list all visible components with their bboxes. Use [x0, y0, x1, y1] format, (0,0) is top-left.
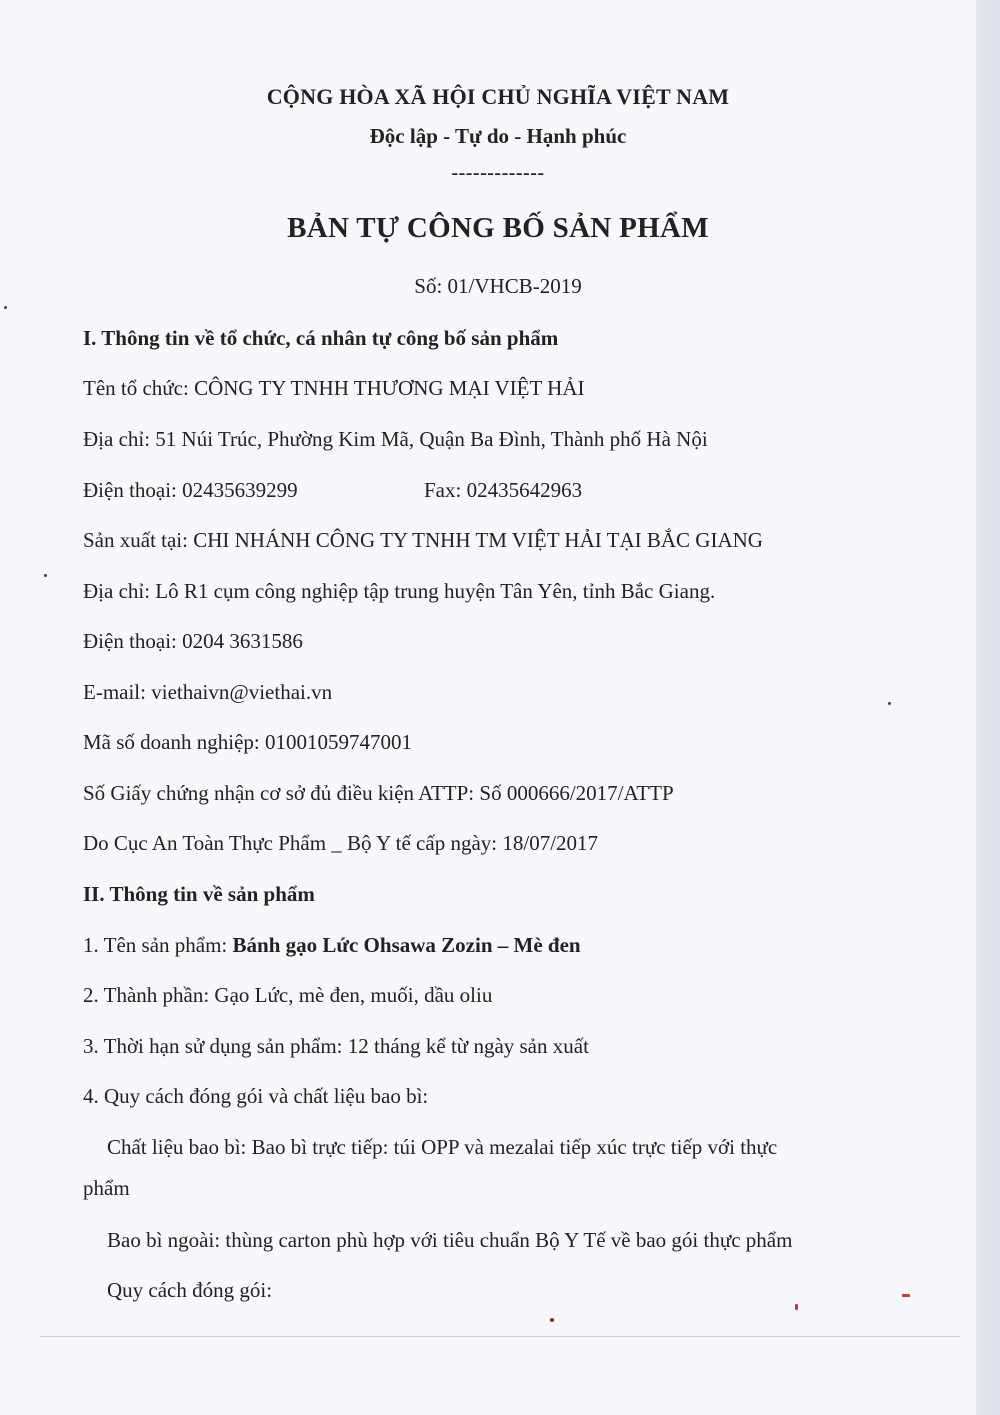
scan-edge [976, 0, 1000, 1415]
food-safety-certificate: Số Giấy chứng nhận cơ sở đủ điều kiện ATTP: Số 000666/2017/ATTP [83, 781, 674, 805]
scan-speck [550, 1318, 554, 1322]
outer-packaging: Bao bì ngoài: thùng carton phù hợp với tiêu chuẩn Bộ Y Tế về bao gói thực phẩm [107, 1228, 793, 1252]
org-fax: Fax: 02435642963 [424, 478, 583, 502]
product-name [83, 933, 581, 958]
packing-spec: Quy cách đóng gói: [107, 1278, 273, 1302]
product-name-value: Bánh gạo Lức Ohsawa Zozin – Mè đen [232, 933, 581, 957]
business-code: Mã số doanh nghiệp: 01001059747001 [83, 730, 412, 754]
ingredients: 2. Thành phần: Gạo Lức, mè đen, muối, dầu oliu [83, 983, 493, 1007]
org-phone: Điện thoại: 02435639299 [83, 478, 298, 502]
scan-speck [888, 702, 891, 705]
document-title: BẢN TỰ CÔNG BỐ SẢN PHẨM [287, 212, 709, 244]
ink-mark [902, 1294, 910, 1297]
org-address: Địa chỉ: 51 Núi Trúc, Phường Kim Mã, Quận Ba Đình, Thành phố Hà Nội [83, 427, 708, 451]
factory-phone: Điện thoại: 0204 3631586 [83, 629, 303, 653]
produced-at: Sản xuất tại: CHI NHÁNH CÔNG TY TNHH TM VIỆT HẢI TẠI BẮC GIANG [83, 528, 763, 552]
national-title: CỘNG HÒA XÃ HỘI CHỦ NGHĨA VIỆT NAM [266, 84, 730, 109]
factory-address: Địa chỉ: Lô R1 cụm công nghiệp tập trung huyện Tân Yên, tỉnh Bắc Giang. [83, 579, 716, 603]
email: E-mail: viethaivn@viethai.vn [83, 680, 333, 704]
packaging-material-line1: Chất liệu bao bì: Bao bì trực tiếp: túi OPP và mezalai tiếp xúc trực tiếp với thực [107, 1135, 778, 1159]
packaging-heading: 4. Quy cách đóng gói và chất liệu bao bì: [83, 1084, 429, 1108]
ink-mark [795, 1304, 798, 1310]
shelf-life: 3. Thời hạn sử dụng sản phẩm: 12 tháng kể từ ngày sản xuất [83, 1034, 589, 1058]
document-number: Số: 01/VHCB-2019 [414, 274, 582, 298]
section-2-heading: II. Thông tin về sản phẩm [83, 882, 315, 906]
section-1-heading: I. Thông tin về tổ chức, cá nhân tự công bố sản phẩm [83, 326, 559, 350]
header-separator: ------------- [451, 162, 545, 184]
scan-speck [4, 306, 7, 309]
product-name-label: 1. Tên sản phẩm: [83, 933, 233, 957]
certificate-issuer: Do Cục An Toàn Thực Phẩm _ Bộ Y tế cấp ngày: 18/07/2017 [83, 831, 599, 855]
packaging-material-line2: phẩm [83, 1176, 130, 1200]
scan-fold-line [40, 1336, 960, 1337]
scan-speck [44, 574, 47, 577]
org-name: Tên tổ chức: CÔNG TY TNHH THƯƠNG MẠI VIỆT HẢI [83, 376, 585, 400]
national-motto: Độc lập - Tự do - Hạnh phúc [369, 124, 627, 148]
